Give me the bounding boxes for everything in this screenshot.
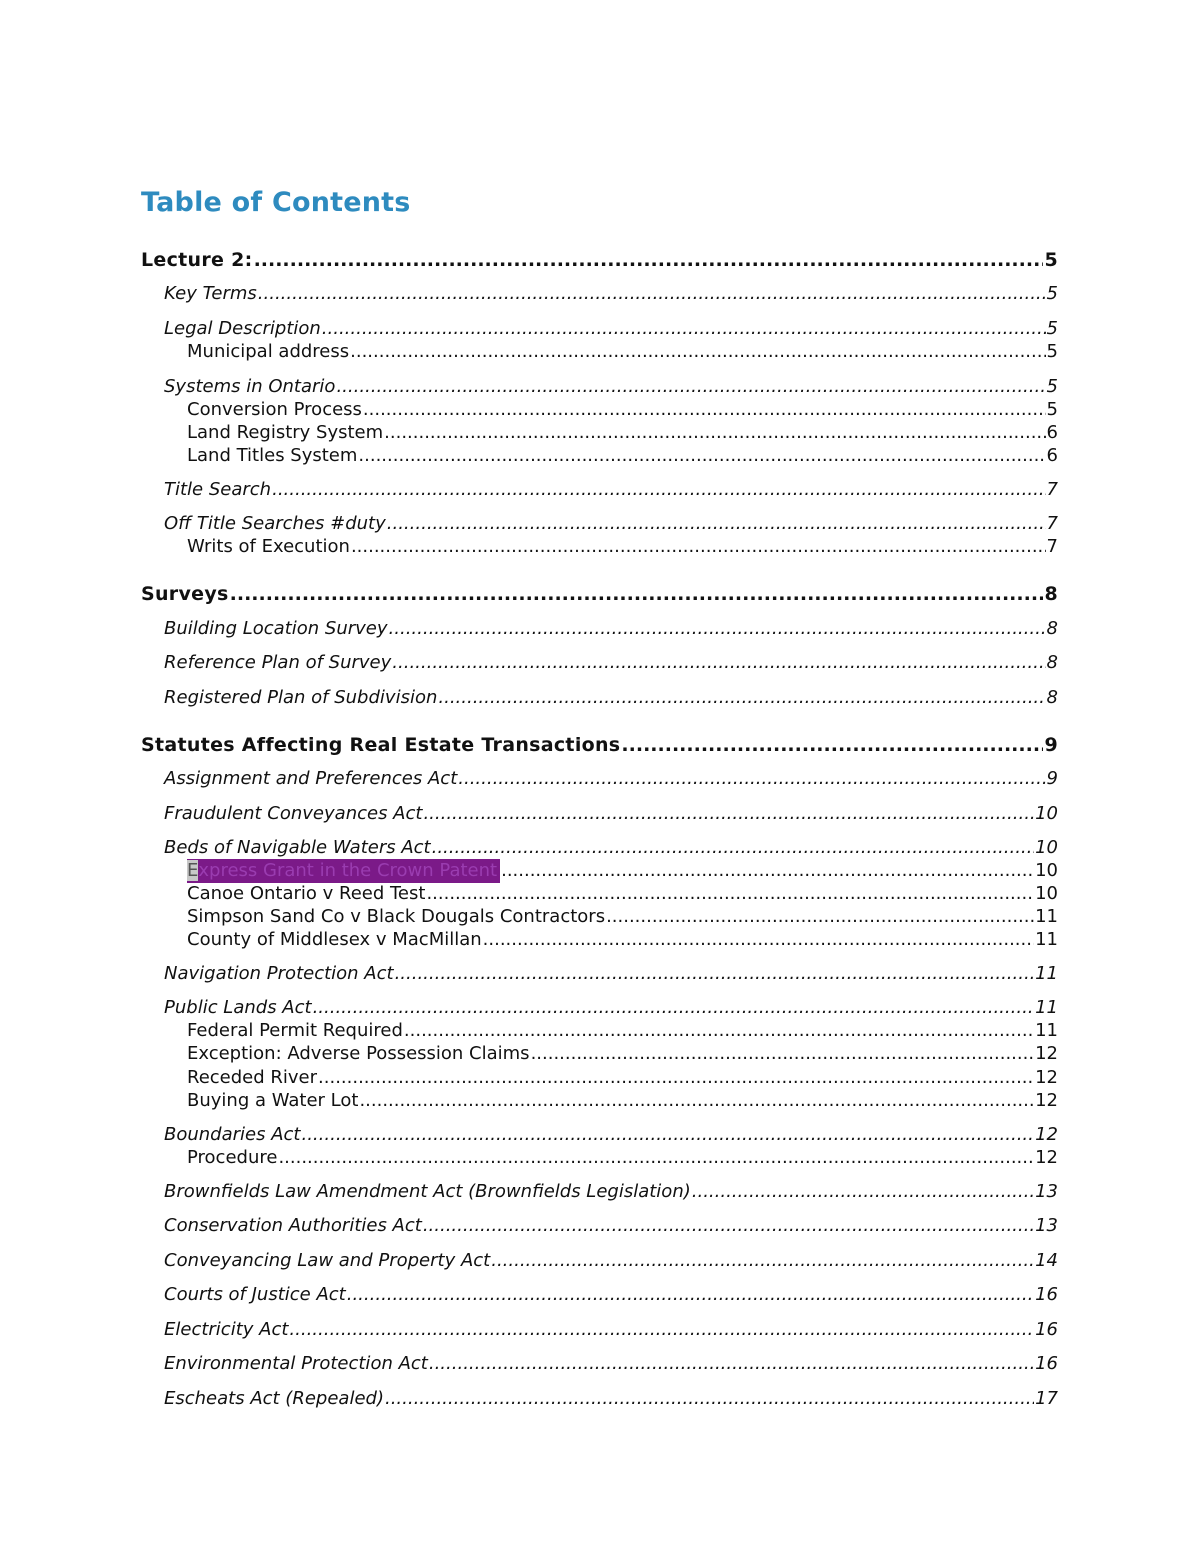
toc-entry-label: Reference Plan of Survey (164, 652, 392, 673)
toc-entry-page: 11 (1035, 929, 1058, 950)
toc-entry[interactable] (187, 398, 1058, 422)
dot-leader (692, 1180, 1034, 1204)
toc-entry-label: Building Location Survey (164, 618, 388, 639)
dot-leader (531, 1042, 1035, 1066)
dot-leader (358, 444, 1045, 468)
toc-entry-label: Off Title Searches #duty (164, 513, 386, 534)
toc-entry-label: Lecture 2: (141, 249, 253, 271)
toc-entry-page: 16 (1035, 1353, 1058, 1374)
toc-entry-label: Courts of Justice Act (164, 1284, 346, 1305)
dot-leader (318, 1066, 1034, 1090)
toc-entry-label: Federal Permit Required (187, 1020, 403, 1041)
toc-entry[interactable] (141, 733, 1058, 757)
toc-entry-page: 5 (1046, 318, 1058, 339)
toc-entry-page: 14 (1035, 1250, 1058, 1271)
toc-entry-page: 11 (1035, 906, 1058, 927)
toc-entry-page: 12 (1035, 1090, 1058, 1111)
toc-entry-page: 11 (1035, 997, 1058, 1018)
toc-entry[interactable] (164, 836, 1058, 860)
dot-leader (389, 617, 1046, 641)
toc-entry[interactable] (187, 905, 1058, 929)
toc-entry-page: 10 (1035, 837, 1058, 858)
toc-entry-page: 16 (1035, 1319, 1058, 1340)
toc-entry-page: 7 (1046, 513, 1058, 534)
toc-entry-label: Express Grant in the Crown Patent (187, 859, 500, 883)
toc-entry-label: Brownfields Law Amendment Act (Brownfields Legislation) (164, 1181, 691, 1202)
toc-entry-page: 11 (1035, 963, 1058, 984)
toc-entry[interactable] (164, 1249, 1058, 1273)
toc-entry-page: 7 (1046, 479, 1058, 500)
toc-entry-label: Simpson Sand Co v Black Dougals Contractors (187, 906, 606, 927)
toc-entry[interactable] (164, 512, 1058, 536)
toc-entry-label: Receded River (187, 1067, 318, 1088)
toc-entry-label: Escheats Act (Repealed) (164, 1388, 384, 1409)
toc-entry[interactable] (187, 1042, 1058, 1066)
toc-entry-label: Public Lands Act (164, 997, 312, 1018)
toc-entry[interactable] (164, 1352, 1058, 1376)
toc-entry[interactable] (187, 535, 1058, 559)
toc-entry-label: Exception: Adverse Possession Claims (187, 1043, 530, 1064)
toc-entry[interactable] (187, 1146, 1058, 1170)
toc-entry[interactable] (164, 802, 1058, 826)
toc-entry[interactable] (164, 1214, 1058, 1238)
dot-leader (384, 421, 1045, 445)
toc-entry[interactable] (164, 996, 1058, 1020)
dot-leader (423, 802, 1034, 826)
toc-entry-page: 5 (1044, 249, 1058, 271)
toc-entry-page: 13 (1035, 1215, 1058, 1236)
toc-entry-label: Conveyancing Law and Property Act (164, 1250, 491, 1271)
toc-entry[interactable] (187, 421, 1058, 445)
toc-entry[interactable] (187, 1019, 1058, 1043)
toc-entry-page: 5 (1046, 283, 1058, 304)
toc-entry-page: 7 (1046, 536, 1058, 557)
toc-entry[interactable] (164, 1180, 1058, 1204)
toc-entry-page: 11 (1035, 1020, 1058, 1041)
dot-leader (606, 905, 1034, 929)
dot-leader (385, 1387, 1034, 1411)
toc-entry[interactable] (164, 1123, 1058, 1147)
toc-entry-page: 6 (1046, 445, 1058, 466)
toc-entry[interactable] (164, 767, 1058, 791)
toc-entry-label: Conservation Authorities Act (164, 1215, 422, 1236)
toc-entry[interactable] (164, 617, 1058, 641)
dot-leader (258, 282, 1046, 306)
text-cursor: E (187, 860, 199, 881)
toc-entry-page: 9 (1046, 768, 1058, 789)
toc-entry-label: Beds of Navigable Waters Act (164, 837, 431, 858)
dot-leader (272, 478, 1045, 502)
toc-entry[interactable] (164, 686, 1058, 710)
toc-entry-label: Assignment and Preferences Act (164, 768, 458, 789)
dot-leader (254, 248, 1044, 272)
toc-entry-page: 9 (1044, 734, 1058, 756)
toc-entry-page: 10 (1035, 883, 1058, 904)
toc-entry[interactable] (164, 962, 1058, 986)
toc-title: Table of Contents (141, 187, 411, 218)
toc-entry-page: 12 (1035, 1147, 1058, 1168)
toc-entry[interactable] (164, 282, 1058, 306)
toc-entry-page: 5 (1046, 376, 1058, 397)
toc-entry-page: 12 (1035, 1043, 1058, 1064)
toc-entry-page: 12 (1035, 1067, 1058, 1088)
toc-entry-label: Boundaries Act (164, 1124, 301, 1145)
toc-entry-page: 8 (1046, 652, 1058, 673)
dot-leader (438, 686, 1045, 710)
dot-leader (301, 1123, 1034, 1147)
dot-leader (313, 996, 1035, 1020)
toc-entry-label: Registered Plan of Subdivision (164, 687, 438, 708)
toc-entry-page: 8 (1046, 618, 1058, 639)
toc-entry-label: Conversion Process (187, 399, 362, 420)
dot-leader (230, 582, 1044, 606)
dot-leader (351, 535, 1046, 559)
toc-entry[interactable] (164, 375, 1058, 399)
toc-entry[interactable] (164, 317, 1058, 341)
dot-leader (392, 651, 1045, 675)
toc-entry[interactable] (164, 478, 1058, 502)
toc-entry-label: Surveys (141, 583, 229, 605)
toc-entry-label: Fraudulent Conveyances Act (164, 803, 423, 824)
toc-entry-label: Canoe Ontario v Reed Test (187, 883, 426, 904)
dot-leader (395, 962, 1035, 986)
toc-entry-label: Statutes Affecting Real Estate Transactions (141, 734, 621, 756)
toc-entry-page: 17 (1035, 1388, 1058, 1409)
dot-leader (350, 340, 1045, 364)
dot-leader (347, 1283, 1034, 1307)
toc-entry-label: Key Terms (164, 283, 257, 304)
dot-leader (359, 1089, 1034, 1113)
toc-entry[interactable] (187, 1066, 1058, 1090)
toc-entry-page: 8 (1046, 687, 1058, 708)
toc-entry-label: Municipal address (187, 341, 350, 362)
toc-entry[interactable] (164, 1318, 1058, 1342)
toc-entry-page: 8 (1044, 583, 1058, 605)
dot-leader (322, 317, 1046, 341)
dot-leader (458, 767, 1045, 791)
toc-entry-label: Environmental Protection Act (164, 1353, 428, 1374)
dot-leader (491, 1249, 1034, 1273)
dot-leader (404, 1019, 1034, 1043)
dot-leader (426, 882, 1034, 906)
toc-entry-page: 6 (1046, 422, 1058, 443)
toc-entry[interactable] (164, 651, 1058, 675)
toc-entry-label: Title Search (164, 479, 272, 500)
toc-entry-label: Land Titles System (187, 445, 358, 466)
toc-entry-label: Legal Description (164, 318, 321, 339)
dot-leader (432, 836, 1035, 860)
toc-entry[interactable] (164, 1387, 1058, 1411)
toc-entry-label: Writs of Execution (187, 536, 350, 557)
toc-entry-label: County of Middlesex v MacMillan (187, 929, 482, 950)
dot-leader (429, 1352, 1034, 1376)
toc-entry[interactable] (164, 1283, 1058, 1307)
toc-entry-label: Land Registry System (187, 422, 384, 443)
toc-entry[interactable] (187, 928, 1058, 952)
toc-entry-page: 10 (1035, 803, 1058, 824)
toc-entry-page: 5 (1046, 399, 1058, 420)
dot-leader (278, 1146, 1034, 1170)
toc-entry-page: 10 (1035, 860, 1058, 881)
toc-entry-page: 13 (1035, 1181, 1058, 1202)
toc-entry-label: Systems in Ontario (164, 376, 336, 397)
dot-leader (363, 398, 1046, 422)
dot-leader (289, 1318, 1034, 1342)
toc-entry[interactable] (141, 248, 1058, 272)
toc-entry[interactable] (187, 340, 1058, 364)
toc-entry-page: 16 (1035, 1284, 1058, 1305)
toc-entry-label: Navigation Protection Act (164, 963, 394, 984)
toc-entry-page: 12 (1035, 1124, 1058, 1145)
dot-leader (423, 1214, 1034, 1238)
toc-entry-label: Electricity Act (164, 1319, 289, 1340)
toc-entry[interactable] (187, 444, 1058, 468)
toc-entry-page: 5 (1046, 341, 1058, 362)
toc-entry[interactable] (187, 1089, 1058, 1113)
dot-leader (501, 859, 1034, 883)
toc-entry[interactable] (187, 859, 1058, 883)
toc-entry[interactable] (187, 882, 1058, 906)
toc-entry-label: Buying a Water Lot (187, 1090, 359, 1111)
dot-leader (336, 375, 1045, 399)
dot-leader (483, 928, 1034, 952)
dot-leader (387, 512, 1046, 536)
toc-entry[interactable] (141, 582, 1058, 606)
dot-leader (621, 733, 1043, 757)
toc-entry-label: Procedure (187, 1147, 278, 1168)
